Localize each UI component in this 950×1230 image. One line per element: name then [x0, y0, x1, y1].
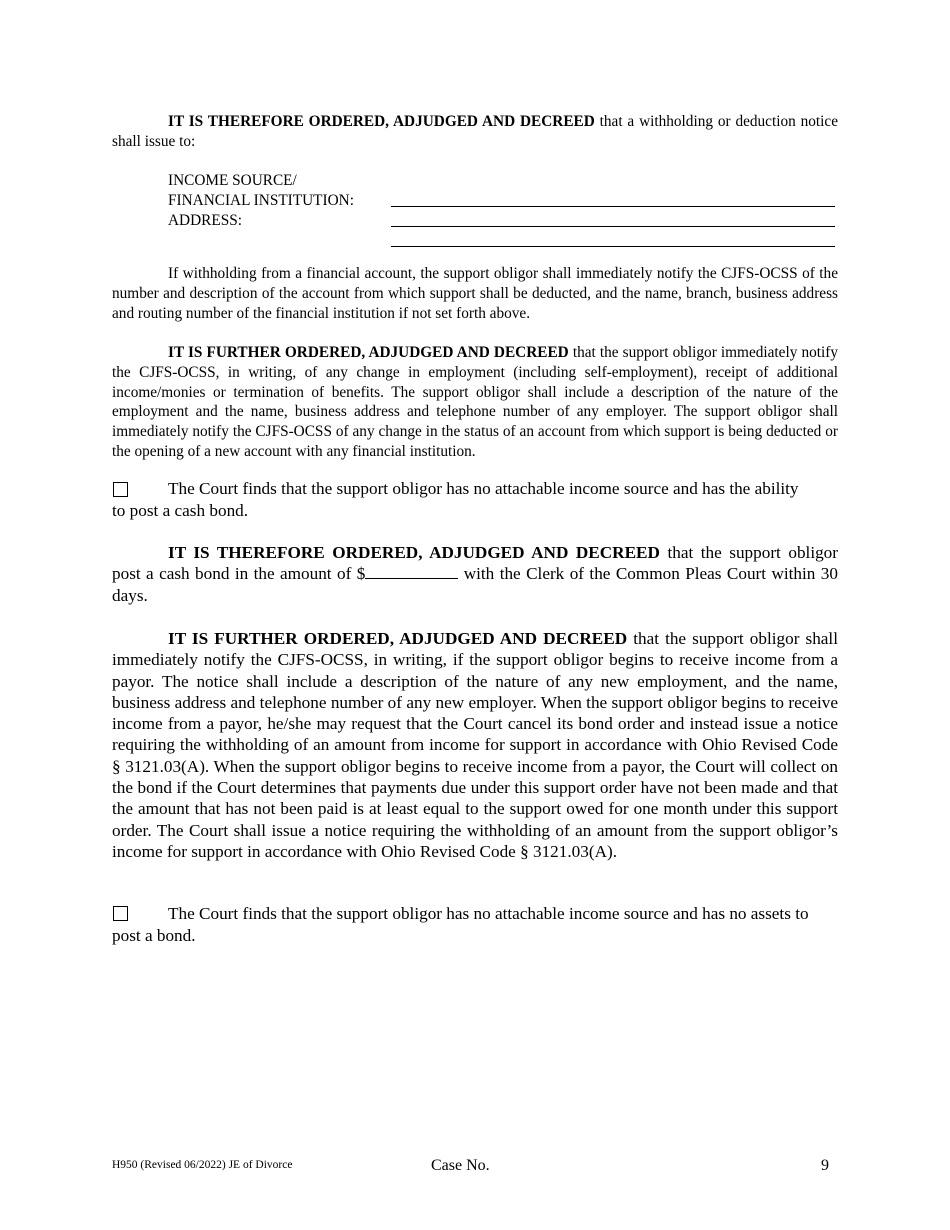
- financial-account-text: If withholding from a financial account, the support obligor shall immediately notify the CJFS-OCSS of the number and description of the account from which support shall be deducted, and the name, branch, business address and routing number of the financial institution if not set forth above.: [112, 265, 838, 322]
- address-blank-line-2[interactable]: [391, 246, 835, 247]
- income-source-label: INCOME SOURCE/: [168, 172, 297, 189]
- cash-bond-finding-text: The Court finds that the support obligor has no attachable income source and has the ability to post a cash bond.: [112, 479, 799, 520]
- payor-notify-text: that the support obligor shall immediately notify the CJFS-OCSS, in writing, if the support obligor begins to receive income from a payor. The notice shall include a description of the nature of any new employment, and the name, business address and telephone number of any new employer. When the support obligor begins to receive income from a payor, he/she may request that the Court cancel its bond order and instead issue a notice requiring the withholding of an amount from income for support in accordance with Ohio Revised Code § 3121.03(A). When the support obligor begins to receive income from a payor, the Court will collect on the bond if the Court determines that payments due under this support order have not been made and that the amount that has not been paid is at least equal to the support owed for one month under this support order. The Court shall issue a notice requiring the withholding of an amount from the support obligor’s income for support in accordance with Ohio Revised Code § 3121.03(A).: [112, 629, 838, 861]
- income-source-address-block: [168, 171, 354, 231]
- financial-institution-label: FINANCIAL INSTITUTION:: [168, 192, 354, 209]
- form-id-footer: H950 (Revised 06/2022) JE of Divorce: [112, 1159, 293, 1171]
- order-heading-bold: IT IS THEREFORE ORDERED, ADJUDGED AND DECREED: [168, 113, 595, 130]
- page-number: 9: [821, 1157, 829, 1174]
- address-label: ADDRESS:: [168, 212, 242, 229]
- payor-notify-paragraph: [112, 628, 838, 862]
- withholding-order-paragraph: [112, 112, 838, 152]
- order-text: that a withholding or deduction notice shall issue to:: [112, 113, 838, 150]
- case-number-label: Case No.: [431, 1157, 490, 1174]
- notify-change-paragraph: [112, 343, 838, 462]
- further-order-heading-bold: IT IS FURTHER ORDERED, ADJUDGED AND DECREED: [168, 344, 569, 361]
- bond-amount-blank[interactable]: [365, 564, 458, 579]
- cash-bond-order-paragraph: IT IS THEREFORE ORDERED, ADJUDGED AND DECREED that the support obligor post a cash bond in the amount of $ with the Clerk of the Common Pleas Court within 30 days.: [112, 543, 839, 605]
- cash-bond-order-heading-bold: IT IS THEREFORE ORDERED, ADJUDGED AND DECREED: [168, 543, 660, 562]
- financial-institution-blank-line[interactable]: [391, 206, 835, 207]
- financial-account-paragraph: [112, 264, 838, 323]
- payor-order-heading-bold: IT IS FURTHER ORDERED, ADJUDGED AND DECREED: [168, 629, 628, 648]
- no-assets-finding-text: The Court finds that the support obligor has no attachable income source and has no assets to post a bond.: [112, 904, 809, 945]
- notify-change-text: that the support obligor immediately notify the CJFS-OCSS, in writing, of any change in employment (including self-employment), receipt of additional income/monies or termination of benefits. The support obligor shall include a description of the nature of the employment and the name, business address and telephone number of any employer. The support obligor shall immediately notify the CJFS-OCSS of any change in the status of an account from which support is being deducted or the opening of a new account with any financial institution.: [112, 344, 838, 460]
- address-blank-line-1[interactable]: [391, 226, 835, 227]
